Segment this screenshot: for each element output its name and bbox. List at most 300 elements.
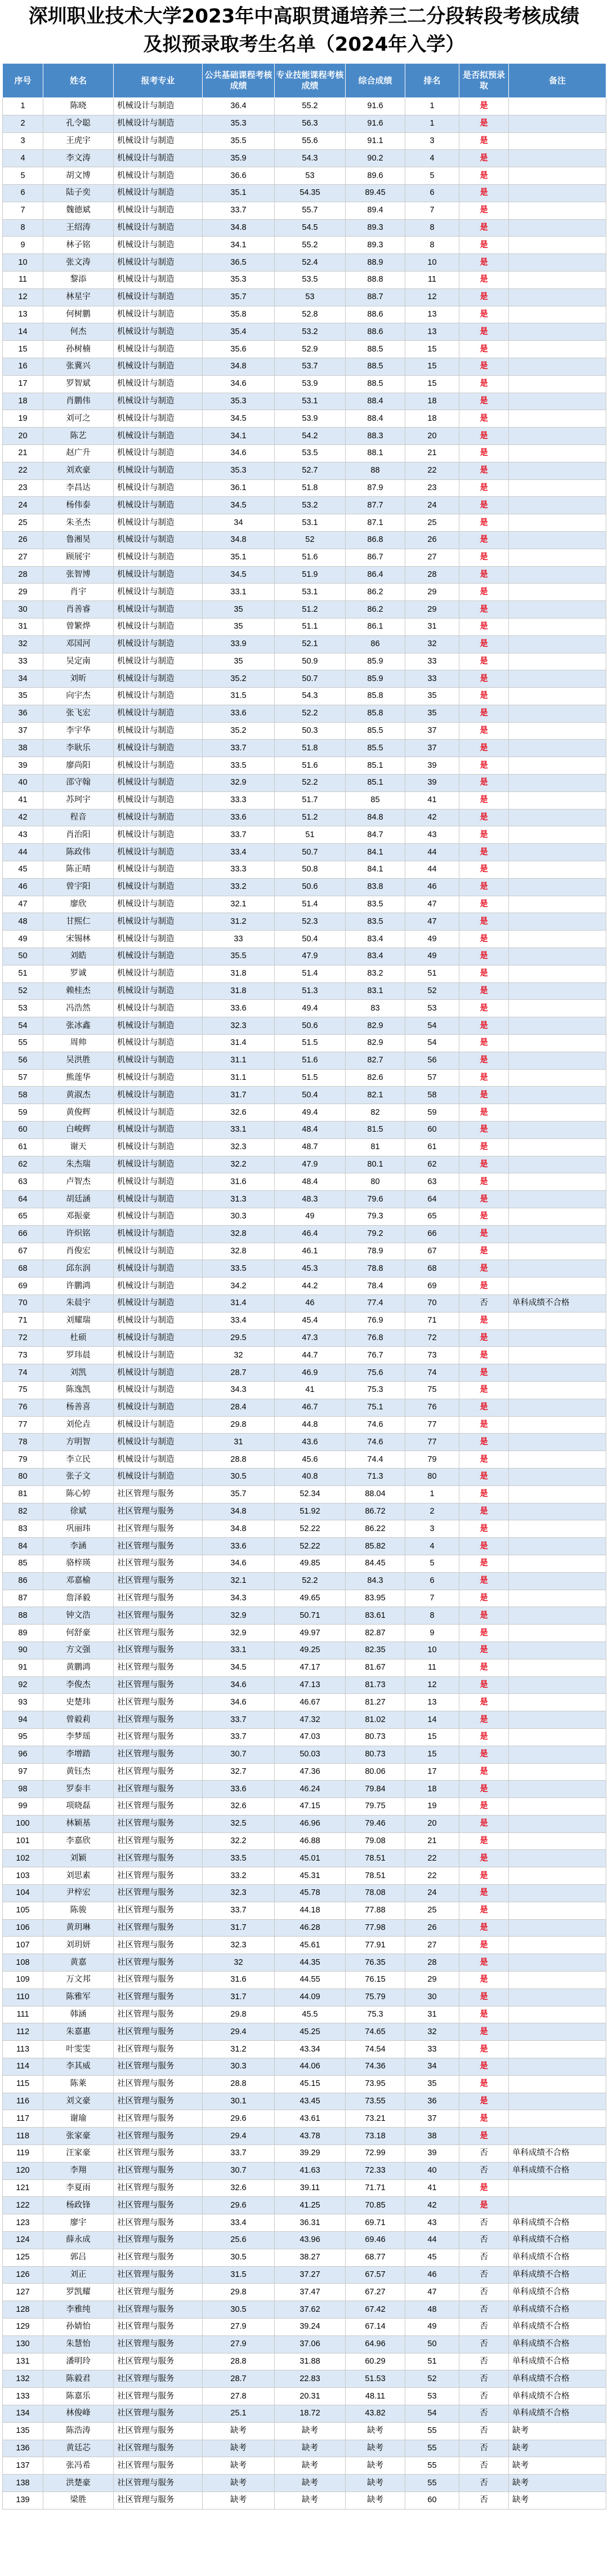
cell-public-score: 缺考: [203, 2492, 275, 2509]
cell-skill-score: 46.7: [275, 1399, 346, 1416]
table-row: [3, 1138, 606, 1156]
cell-skill-score: 缺考: [275, 2440, 346, 2457]
cell-name: 刘可之: [43, 410, 114, 428]
cell-public-score: 35.3: [203, 393, 275, 410]
cell-total-score: 89.6: [346, 167, 405, 185]
cell-rank: 44: [405, 861, 459, 879]
cell-name: 许鹏鸿: [43, 1278, 114, 1295]
cell-rank: 17: [405, 1763, 459, 1781]
cell-note: [509, 1902, 606, 1919]
cell-major: 机械设计与制造: [114, 861, 203, 879]
cell-public-score: 35.3: [203, 115, 275, 132]
cell-index: 14: [3, 323, 43, 341]
cell-note: [509, 1208, 606, 1226]
table-row: [3, 670, 606, 688]
cell-preadmit: 是: [459, 1052, 509, 1069]
cell-name: 何舒豪: [43, 1625, 114, 1642]
cell-skill-score: 52.9: [275, 341, 346, 358]
table-row: [3, 323, 606, 341]
cell-preadmit: 是: [459, 1937, 509, 1954]
cell-name: 廖尚阳: [43, 757, 114, 775]
cell-major: 机械设计与制造: [114, 635, 203, 653]
cell-note: [509, 1590, 606, 1607]
table-row: [3, 2475, 606, 2492]
cell-skill-score: 48.4: [275, 1122, 346, 1139]
cell-public-score: 31.8: [203, 982, 275, 1000]
cell-skill-score: 44.09: [275, 1988, 346, 2006]
cell-public-score: 34.8: [203, 358, 275, 375]
cell-preadmit: 是: [459, 2128, 509, 2145]
cell-index: 122: [3, 2197, 43, 2214]
cell-public-score: 31.5: [203, 688, 275, 705]
cell-major: 机械设计与制造: [114, 1434, 203, 1451]
cell-total-score: 48.11: [346, 2388, 405, 2405]
cell-major: 社区管理与服务: [114, 1832, 203, 1850]
cell-major: 社区管理与服务: [114, 2440, 203, 2457]
cell-index: 36: [3, 705, 43, 722]
cell-rank: 70: [405, 1294, 459, 1312]
cell-note: [509, 809, 606, 826]
table-row: [3, 2110, 606, 2128]
cell-total-score: 83.61: [346, 1607, 405, 1625]
cell-preadmit: 是: [459, 1399, 509, 1416]
cell-skill-score: 53: [275, 167, 346, 185]
cell-name: 刘思素: [43, 1867, 114, 1885]
cell-note: [509, 722, 606, 740]
cell-rank: 39: [405, 775, 459, 792]
cell-public-score: 33.5: [203, 1260, 275, 1278]
cell-index: 98: [3, 1781, 43, 1798]
cell-index: 54: [3, 1017, 43, 1035]
cell-total-score: 76.7: [346, 1347, 405, 1364]
cell-preadmit: 是: [459, 1329, 509, 1347]
cell-skill-score: 18.72: [275, 2405, 346, 2422]
cell-note: [509, 1087, 606, 1104]
cell-public-score: 31.7: [203, 1919, 275, 1937]
table-row: [3, 2370, 606, 2388]
cell-name: 孙婧怡: [43, 2319, 114, 2336]
cell-index: 58: [3, 1087, 43, 1104]
cell-rank: 51: [405, 965, 459, 982]
cell-preadmit: 是: [459, 1676, 509, 1694]
cell-skill-score: 49.97: [275, 1625, 346, 1642]
cell-total-score: 82.1: [346, 1087, 405, 1104]
cell-name: 黄嘉: [43, 1954, 114, 1972]
cell-public-score: 31.4: [203, 1294, 275, 1312]
cell-note: [509, 375, 606, 393]
cell-skill-score: 50.3: [275, 722, 346, 740]
cell-name: 许炽铭: [43, 1225, 114, 1243]
cell-note: [509, 514, 606, 532]
cell-skill-score: 54.3: [275, 150, 346, 167]
cell-note: [509, 444, 606, 462]
cell-note: [509, 1122, 606, 1139]
cell-major: 机械设计与制造: [114, 1260, 203, 1278]
cell-public-score: 33.5: [203, 757, 275, 775]
cell-total-score: 88: [346, 462, 405, 479]
cell-skill-score: 50.7: [275, 844, 346, 861]
cell-public-score: 36.6: [203, 167, 275, 185]
cell-index: 19: [3, 410, 43, 428]
cell-note: [509, 982, 606, 1000]
cell-skill-score: 46: [275, 1294, 346, 1312]
cell-total-score: 71.3: [346, 1468, 405, 1485]
cell-rank: 56: [405, 1052, 459, 1069]
cell-public-score: 31.7: [203, 1988, 275, 2006]
cell-preadmit: 是: [459, 1122, 509, 1139]
cell-major: 机械设计与制造: [114, 1294, 203, 1312]
cell-preadmit: 是: [459, 1503, 509, 1520]
cell-public-score: 29.8: [203, 1416, 275, 1434]
cell-public-score: 29.6: [203, 2110, 275, 2128]
cell-total-score: 79.84: [346, 1781, 405, 1798]
cell-index: 104: [3, 1885, 43, 1902]
cell-total-score: 84.3: [346, 1572, 405, 1590]
cell-public-score: 32.7: [203, 1763, 275, 1781]
cell-note: 单科成绩不合格: [509, 2162, 606, 2179]
cell-skill-score: 53.1: [275, 393, 346, 410]
table-row: [3, 688, 606, 705]
cell-public-score: 35.1: [203, 549, 275, 566]
cell-total-score: 88.04: [346, 1485, 405, 1503]
cell-preadmit: 是: [459, 826, 509, 844]
cell-preadmit: 是: [459, 913, 509, 931]
cell-skill-score: 54.2: [275, 428, 346, 445]
cell-note: [509, 1434, 606, 1451]
cell-name: 李其威: [43, 2058, 114, 2076]
cell-preadmit: 是: [459, 566, 509, 584]
cell-preadmit: 否: [459, 2422, 509, 2440]
cell-preadmit: 否: [459, 2162, 509, 2179]
table-row: [3, 1555, 606, 1572]
cell-major: 机械设计与制造: [114, 1208, 203, 1226]
header-total-score: 综合成绩: [346, 64, 405, 98]
cell-public-score: 32.3: [203, 1937, 275, 1954]
cell-public-score: 32.1: [203, 896, 275, 913]
cell-major: 机械设计与制造: [114, 306, 203, 323]
cell-index: 15: [3, 341, 43, 358]
cell-note: [509, 462, 606, 479]
cell-note: [509, 288, 606, 306]
cell-skill-score: 46.88: [275, 1832, 346, 1850]
cell-name: 鲁湘昊: [43, 531, 114, 549]
cell-skill-score: 43.61: [275, 2110, 346, 2128]
table-row: [3, 288, 606, 306]
cell-index: 88: [3, 1607, 43, 1625]
cell-name: 胡文博: [43, 167, 114, 185]
table-row: [3, 1832, 606, 1850]
cell-total-score: 82.87: [346, 1625, 405, 1642]
cell-major: 机械设计与制造: [114, 775, 203, 792]
cell-rank: 55: [405, 2440, 459, 2457]
table-row: [3, 1815, 606, 1832]
cell-rank: 5: [405, 167, 459, 185]
cell-index: 49: [3, 931, 43, 948]
cell-name: 薛永成: [43, 2232, 114, 2249]
cell-total-score: 88.8: [346, 271, 405, 288]
cell-public-score: 33.7: [203, 740, 275, 757]
cell-public-score: 34.1: [203, 428, 275, 445]
cell-major: 社区管理与服务: [114, 1988, 203, 2006]
cell-skill-score: 37.62: [275, 2301, 346, 2319]
cell-name: 张飞宏: [43, 705, 114, 722]
cell-rank: 46: [405, 2266, 459, 2284]
cell-note: [509, 1278, 606, 1295]
cell-rank: 39: [405, 2145, 459, 2163]
cell-major: 社区管理与服务: [114, 1607, 203, 1625]
table-row: [3, 1746, 606, 1763]
cell-total-score: 86.4: [346, 566, 405, 584]
cell-name: 李宇华: [43, 722, 114, 740]
cell-index: 95: [3, 1728, 43, 1746]
cell-rank: 11: [405, 1659, 459, 1676]
cell-note: [509, 1763, 606, 1781]
cell-total-score: 73.18: [346, 2128, 405, 2145]
cell-preadmit: 是: [459, 323, 509, 341]
cell-public-score: 32.2: [203, 1832, 275, 1850]
cell-major: 机械设计与制造: [114, 653, 203, 670]
cell-total-score: 73.21: [346, 2110, 405, 2128]
cell-name: 陈晓: [43, 98, 114, 115]
table-row: [3, 1347, 606, 1364]
table-row: [3, 1850, 606, 1867]
cell-note: 单科成绩不合格: [509, 2388, 606, 2405]
cell-skill-score: 53.1: [275, 514, 346, 532]
cell-name: 苏珂宇: [43, 791, 114, 809]
cell-preadmit: 是: [459, 1520, 509, 1538]
cell-total-score: 87.9: [346, 479, 405, 497]
table-row: [3, 775, 606, 792]
cell-public-score: 34.8: [203, 219, 275, 237]
cell-total-score: 85: [346, 791, 405, 809]
cell-index: 57: [3, 1069, 43, 1087]
cell-preadmit: 是: [459, 740, 509, 757]
cell-index: 65: [3, 1208, 43, 1226]
cell-note: [509, 2110, 606, 2128]
cell-preadmit: 是: [459, 1451, 509, 1469]
cell-preadmit: 是: [459, 1885, 509, 1902]
cell-index: 56: [3, 1052, 43, 1069]
cell-name: 陆子奕: [43, 184, 114, 202]
cell-total-score: 77.4: [346, 1294, 405, 1312]
table-row: [3, 132, 606, 150]
cell-note: [509, 202, 606, 219]
cell-skill-score: 50.4: [275, 1087, 346, 1104]
cell-total-score: 88.5: [346, 375, 405, 393]
cell-note: [509, 670, 606, 688]
cell-preadmit: 否: [459, 2388, 509, 2405]
cell-rank: 38: [405, 2128, 459, 2145]
cell-major: 社区管理与服务: [114, 2179, 203, 2197]
cell-name: 史楚玮: [43, 1694, 114, 1711]
table-row: [3, 1972, 606, 1989]
cell-rank: 55: [405, 2422, 459, 2440]
cell-preadmit: 是: [459, 1746, 509, 1763]
cell-preadmit: 是: [459, 393, 509, 410]
cell-name: 李嘉欣: [43, 1832, 114, 1850]
table-row: [3, 1122, 606, 1139]
cell-major: 机械设计与制造: [114, 202, 203, 219]
cell-name: 曾毅莉: [43, 1711, 114, 1729]
cell-preadmit: 是: [459, 1243, 509, 1260]
cell-preadmit: 是: [459, 271, 509, 288]
title-line-1: 深圳职业技术大学2023年中高职贯通培养三二分段转段考核成绩: [28, 5, 580, 28]
cell-rank: 21: [405, 1832, 459, 1850]
cell-index: 9: [3, 237, 43, 254]
cell-major: 社区管理与服务: [114, 2457, 203, 2475]
cell-note: [509, 1815, 606, 1832]
cell-public-score: 30.7: [203, 2162, 275, 2179]
cell-major: 机械设计与制造: [114, 809, 203, 826]
cell-total-score: 88.5: [346, 341, 405, 358]
cell-public-score: 33.7: [203, 826, 275, 844]
cell-total-score: 82.9: [346, 1017, 405, 1035]
cell-public-score: 33.6: [203, 1538, 275, 1555]
cell-total-score: 83.2: [346, 965, 405, 982]
cell-preadmit: 是: [459, 1694, 509, 1711]
header-index: 序号: [3, 64, 43, 98]
cell-name: 宋锡林: [43, 931, 114, 948]
cell-note: 单科成绩不合格: [509, 2353, 606, 2370]
cell-total-score: 88.4: [346, 393, 405, 410]
cell-preadmit: 是: [459, 2075, 509, 2093]
cell-name: 陈政伟: [43, 844, 114, 861]
table-row: [3, 1294, 606, 1312]
cell-public-score: 31.5: [203, 2266, 275, 2284]
cell-name: 邓国河: [43, 635, 114, 653]
cell-skill-score: 52.8: [275, 306, 346, 323]
cell-name: 刘皓: [43, 948, 114, 966]
cell-index: 70: [3, 1294, 43, 1312]
cell-note: [509, 1104, 606, 1122]
cell-rank: 64: [405, 1191, 459, 1208]
table-row: [3, 2145, 606, 2163]
cell-name: 曾宇阳: [43, 878, 114, 896]
cell-preadmit: 是: [459, 288, 509, 306]
cell-major: 机械设计与制造: [114, 1138, 203, 1156]
cell-index: 69: [3, 1278, 43, 1295]
cell-major: 机械设计与制造: [114, 688, 203, 705]
cell-total-score: 87.7: [346, 497, 405, 514]
cell-major: 机械设计与制造: [114, 1468, 203, 1485]
cell-rank: 15: [405, 341, 459, 358]
cell-total-score: 85.1: [346, 775, 405, 792]
cell-index: 18: [3, 393, 43, 410]
cell-name: 罗泰丰: [43, 1781, 114, 1798]
table-row: [3, 1000, 606, 1017]
header-note: 备注: [509, 64, 606, 98]
cell-public-score: 35.3: [203, 271, 275, 288]
cell-note: [509, 861, 606, 879]
cell-skill-score: 37.06: [275, 2335, 346, 2353]
cell-major: 机械设计与制造: [114, 514, 203, 532]
cell-index: 27: [3, 549, 43, 566]
table-row: [3, 791, 606, 809]
cell-total-score: 88.5: [346, 358, 405, 375]
cell-preadmit: 是: [459, 757, 509, 775]
cell-rank: 29: [405, 601, 459, 619]
cell-index: 40: [3, 775, 43, 792]
cell-total-score: 84.1: [346, 861, 405, 879]
cell-index: 45: [3, 861, 43, 879]
cell-total-score: 76.35: [346, 1954, 405, 1972]
cell-skill-score: 39.29: [275, 2145, 346, 2163]
cell-note: [509, 1798, 606, 1816]
cell-major: 机械设计与制造: [114, 1243, 203, 1260]
cell-name: 陈毅君: [43, 2370, 114, 2388]
cell-name: 张冀兴: [43, 358, 114, 375]
cell-preadmit: 是: [459, 965, 509, 982]
cell-major: 机械设计与制造: [114, 965, 203, 982]
table-row: [3, 1676, 606, 1694]
cell-public-score: 33.3: [203, 791, 275, 809]
cell-public-score: 31.1: [203, 1069, 275, 1087]
cell-preadmit: 是: [459, 1538, 509, 1555]
cell-name: 杨善喜: [43, 1399, 114, 1416]
cell-major: 机械设计与制造: [114, 1069, 203, 1087]
table-row: [3, 1763, 606, 1781]
cell-note: [509, 271, 606, 288]
cell-name: 杜硕: [43, 1329, 114, 1347]
table-row: [3, 514, 606, 532]
cell-preadmit: 是: [459, 1208, 509, 1226]
cell-total-score: 78.9: [346, 1243, 405, 1260]
cell-index: 117: [3, 2110, 43, 2128]
header-rank: 排名: [405, 64, 459, 98]
table-row: [3, 1451, 606, 1469]
cell-public-score: 32.9: [203, 1607, 275, 1625]
cell-public-score: 34.8: [203, 1503, 275, 1520]
cell-note: [509, 1659, 606, 1676]
cell-skill-score: 50.6: [275, 878, 346, 896]
cell-name: 张智博: [43, 566, 114, 584]
cell-total-score: 74.65: [346, 2023, 405, 2041]
cell-preadmit: 是: [459, 132, 509, 150]
cell-major: 机械设计与制造: [114, 584, 203, 601]
cell-major: 社区管理与服务: [114, 2370, 203, 2388]
cell-note: [509, 1972, 606, 1989]
cell-major: 机械设计与制造: [114, 1225, 203, 1243]
table-row: [3, 2422, 606, 2440]
cell-skill-score: 46.67: [275, 1694, 346, 1711]
cell-note: [509, 1954, 606, 1972]
cell-preadmit: 是: [459, 1173, 509, 1191]
cell-preadmit: 是: [459, 2023, 509, 2041]
cell-index: 29: [3, 584, 43, 601]
cell-total-score: 86.22: [346, 1520, 405, 1538]
cell-index: 17: [3, 375, 43, 393]
cell-index: 90: [3, 1641, 43, 1659]
cell-skill-score: 37.27: [275, 2266, 346, 2284]
cell-preadmit: 是: [459, 531, 509, 549]
cell-index: 131: [3, 2353, 43, 2370]
table-row: [3, 1728, 606, 1746]
cell-total-score: 83.5: [346, 896, 405, 913]
cell-public-score: 33.5: [203, 1850, 275, 1867]
cell-rank: 18: [405, 410, 459, 428]
cell-total-score: 75.3: [346, 2006, 405, 2023]
cell-total-score: 73.55: [346, 2093, 405, 2110]
cell-name: 曾繁烨: [43, 618, 114, 635]
cell-rank: 31: [405, 2006, 459, 2023]
cell-total-score: 69.46: [346, 2232, 405, 2249]
cell-public-score: 27.8: [203, 2388, 275, 2405]
cell-total-score: 缺考: [346, 2457, 405, 2475]
cell-preadmit: 是: [459, 549, 509, 566]
cell-index: 82: [3, 1503, 43, 1520]
cell-preadmit: 否: [459, 2492, 509, 2509]
cell-skill-score: 46.9: [275, 1364, 346, 1382]
